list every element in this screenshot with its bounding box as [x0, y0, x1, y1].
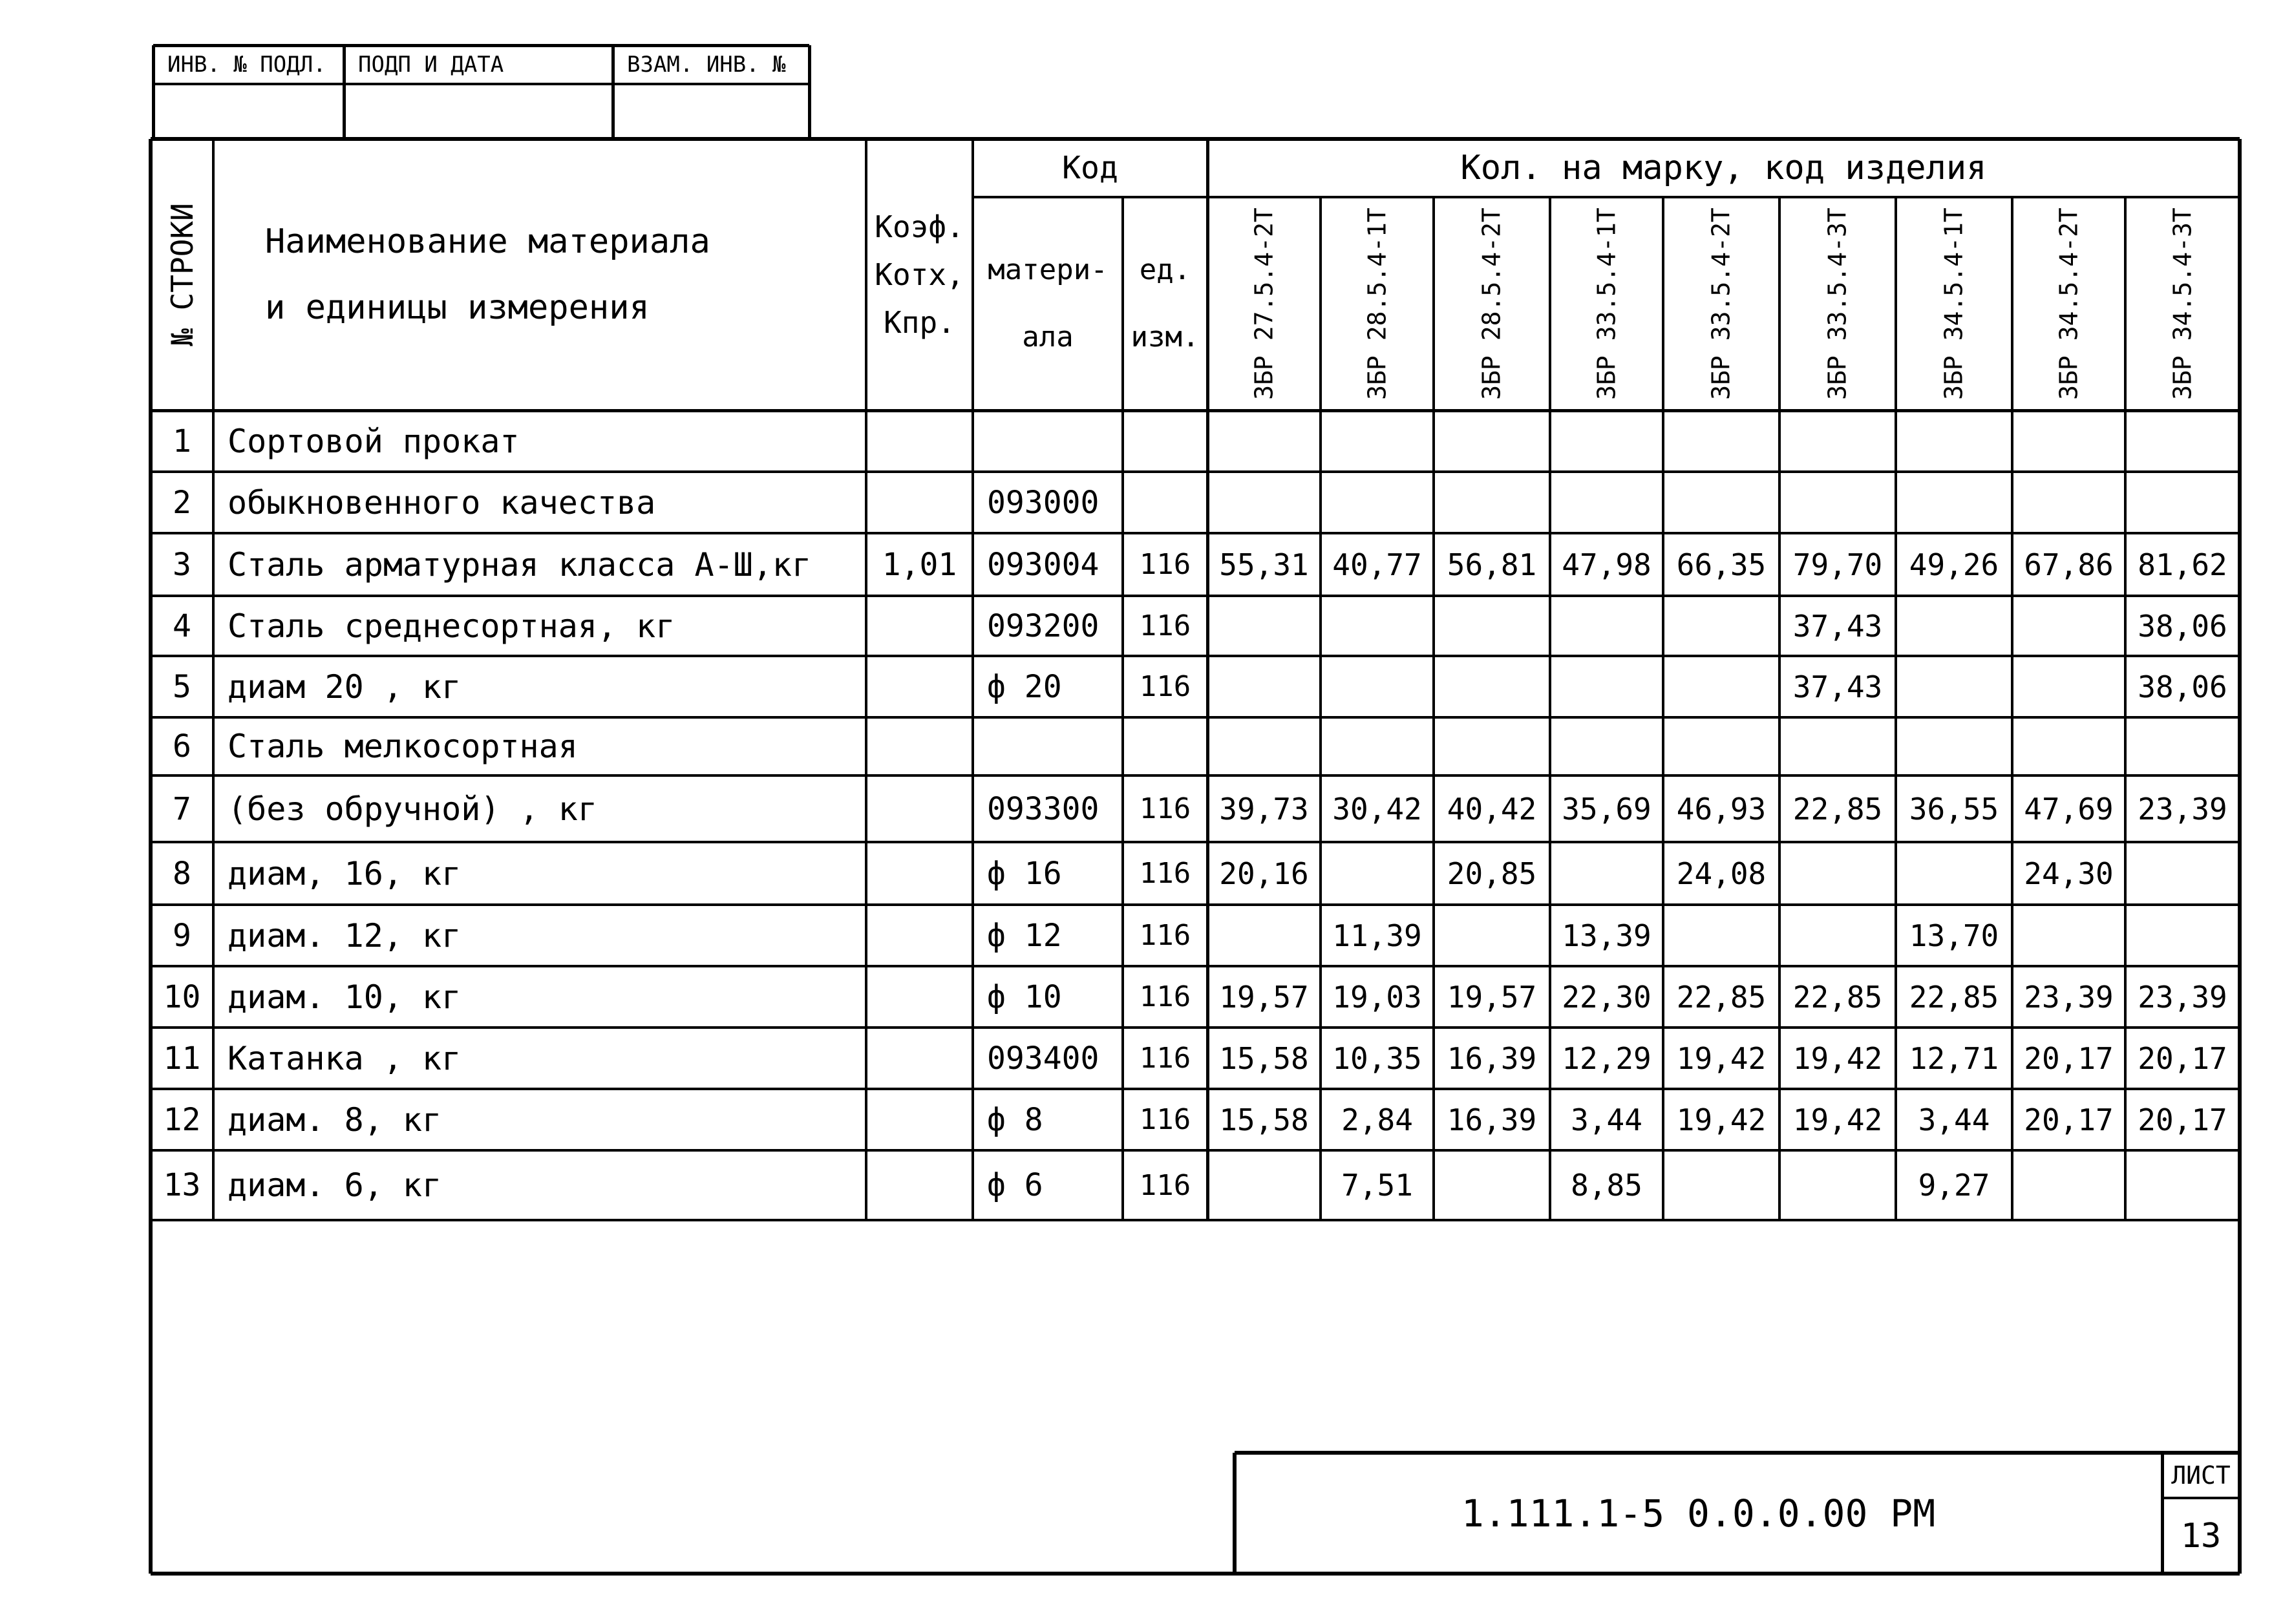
row-value: 19,42 [1792, 1102, 1883, 1137]
row-number: 12 [163, 1101, 201, 1138]
row-unit-code: 116 [1139, 792, 1191, 825]
row-name: диам. 12, кг [228, 916, 462, 954]
header-coef [866, 139, 973, 410]
row-value [2012, 1150, 2125, 1220]
row-value [1779, 472, 1896, 533]
row-unit-code: 116 [1139, 1168, 1191, 1202]
row-name: Сортовой прокат [228, 422, 520, 460]
row-value: 3,44 [1918, 1102, 1990, 1137]
row-material-code: 093004 [987, 546, 1099, 583]
row-coef [866, 472, 973, 533]
row-name: (без обручной) , кг [228, 790, 597, 828]
row-value: 20,85 [1447, 856, 1537, 891]
row-unit-code: 116 [1139, 609, 1191, 642]
row-value [2125, 472, 2240, 533]
row-value: 22,30 [1562, 979, 1651, 1015]
header-row-no [151, 139, 213, 410]
header-mark-9-text: 3БР 34.5.4-3Т [2168, 207, 2197, 400]
row-coef: 1,01 [882, 546, 957, 583]
row-coef [866, 966, 973, 1028]
stamp-header-3: ВЗАМ. ИНВ. № [627, 52, 786, 78]
row-value: 10,35 [1332, 1040, 1422, 1076]
row-value: 23,39 [2138, 979, 2227, 1015]
row-coef [866, 656, 973, 717]
row-value: 22,85 [1676, 979, 1767, 1015]
header-coef-line: Коэф. [875, 209, 964, 244]
row-value [1321, 410, 1434, 472]
row-number: 6 [173, 728, 191, 765]
row-value: 15,58 [1219, 1040, 1309, 1076]
row-unit-code: 116 [1139, 548, 1191, 581]
row-number: 2 [173, 484, 191, 521]
header-mark-3 [1434, 197, 1550, 410]
row-value [1779, 1150, 1896, 1220]
row-material-code [973, 717, 1123, 775]
row-value: 23,39 [2138, 791, 2227, 827]
header-mark-4-text: 3БР 33.5.4-1Т [1592, 207, 1621, 400]
row-material-code: ф 10 [987, 978, 1062, 1015]
row-value [1663, 596, 1779, 656]
row-value [1896, 596, 2012, 656]
row-value: 19,42 [1792, 1040, 1883, 1076]
row-name: Сталь среднесортная, кг [228, 607, 675, 645]
row-value [1207, 717, 1321, 775]
row-value [1207, 596, 1321, 656]
row-value [1663, 472, 1779, 533]
row-value [1207, 905, 1321, 966]
row-name: диам. 6, кг [228, 1166, 442, 1204]
header-row-no-text: № СТРОКИ [164, 203, 200, 346]
row-value: 22,85 [1792, 979, 1883, 1015]
row-number: 10 [163, 978, 201, 1015]
row-coef [866, 775, 973, 842]
row-value: 40,42 [1447, 791, 1537, 827]
row-unit-code: 116 [1139, 857, 1191, 890]
row-number: 8 [173, 855, 191, 892]
row-value [1207, 410, 1321, 472]
row-unit-code [1123, 410, 1207, 472]
document-designation: 1.111.1-5 0.0.0.00 РМ [1461, 1491, 1936, 1535]
row-value [1896, 472, 2012, 533]
row-value [1321, 717, 1434, 775]
row-value: 36,55 [1909, 791, 1999, 827]
row-coef [866, 717, 973, 775]
row-material-code [973, 410, 1123, 472]
row-value [1779, 717, 1896, 775]
stamp-header-2: ПОДП И ДАТА [358, 52, 504, 78]
row-value: 55,31 [1219, 547, 1309, 582]
row-number: 4 [173, 607, 191, 644]
header-marks-title: Кол. на марку, код изделия [1460, 149, 1987, 187]
header-code: Код [1062, 150, 1118, 186]
row-value [1550, 596, 1663, 656]
row-value: 38,06 [2138, 669, 2227, 704]
row-value [1434, 905, 1550, 966]
header-name-line: и единицы измерения [265, 288, 650, 327]
row-value: 81,62 [2138, 547, 2227, 582]
row-coef [866, 1150, 973, 1220]
row-value: 37,43 [1792, 669, 1883, 704]
row-value [2012, 905, 2125, 966]
row-unit-code: 116 [1139, 919, 1191, 952]
row-value: 19,57 [1447, 979, 1537, 1015]
row-value [1550, 842, 1663, 905]
row-value: 24,08 [1676, 856, 1767, 891]
row-material-code: ф 8 [987, 1101, 1043, 1138]
row-coef [866, 905, 973, 966]
header-mark-5-text: 3БР 33.5.4-2Т [1707, 207, 1736, 400]
row-value: 19,03 [1332, 979, 1422, 1015]
row-value [2012, 596, 2125, 656]
row-number: 5 [173, 668, 191, 705]
row-name: Сталь мелкосортная [228, 728, 578, 765]
row-value: 20,17 [2024, 1040, 2114, 1076]
row-value: 79,70 [1792, 547, 1883, 582]
row-value [2125, 905, 2240, 966]
row-coef [866, 1028, 973, 1089]
row-name: диам, 16, кг [228, 854, 462, 892]
row-value [1207, 656, 1321, 717]
row-number: 13 [163, 1167, 201, 1203]
header-mark-9 [2125, 197, 2240, 410]
row-value: 40,77 [1332, 547, 1422, 582]
row-value: 13,70 [1909, 918, 1999, 953]
row-name: Катанка , кг [228, 1039, 462, 1077]
row-name: обыкновенного качества [228, 483, 656, 522]
header-code-unit-line: изм. [1131, 321, 1200, 353]
row-value [1434, 410, 1550, 472]
row-value: 12,71 [1909, 1040, 1999, 1076]
row-coef [866, 596, 973, 656]
header-code-material-line: ала [1022, 321, 1074, 353]
row-value [1779, 842, 1896, 905]
row-value: 16,39 [1447, 1102, 1537, 1137]
row-value [2012, 472, 2125, 533]
row-value [1434, 656, 1550, 717]
header-name-line: Наименование материала [265, 222, 710, 261]
row-unit-code: 116 [1139, 670, 1191, 703]
header-code-unit-line: ед. [1139, 253, 1191, 286]
row-value [1434, 1150, 1550, 1220]
row-value: 22,85 [1909, 979, 1999, 1015]
header-code-material-line: матери- [988, 253, 1108, 286]
header-mark-4 [1550, 197, 1663, 410]
row-material-code: ф 6 [987, 1167, 1043, 1203]
header-mark-3-text: 3БР 28.5.4-2Т [1478, 207, 1507, 400]
row-unit-code [1123, 472, 1207, 533]
header-mark-7-text: 3БР 34.5.4-1Т [1940, 207, 1969, 400]
row-value [1321, 472, 1434, 533]
row-value: 20,17 [2138, 1102, 2227, 1137]
header-mark-8 [2012, 197, 2125, 410]
row-value: 7,51 [1341, 1168, 1413, 1203]
row-value [1207, 1150, 1321, 1220]
row-unit-code [1123, 717, 1207, 775]
row-value: 19,42 [1676, 1040, 1767, 1076]
row-material-code: ф 12 [987, 917, 1062, 954]
row-value: 12,29 [1562, 1040, 1651, 1076]
header-mark-1 [1207, 197, 1321, 410]
stamp-header-1: ИНВ. № ПОДЛ. [167, 52, 326, 78]
row-value [1779, 410, 1896, 472]
row-value: 37,43 [1792, 608, 1883, 644]
row-material-code: 093000 [987, 484, 1099, 521]
row-value: 19,57 [1219, 979, 1309, 1015]
row-value [1321, 842, 1434, 905]
row-material-code: ф 16 [987, 855, 1062, 892]
row-value: 46,93 [1676, 791, 1767, 827]
row-unit-code: 116 [1139, 980, 1191, 1013]
header-mark-7 [1896, 197, 2012, 410]
row-value [1550, 656, 1663, 717]
header-code-material [973, 197, 1123, 410]
row-name: диам. 8, кг [228, 1101, 442, 1139]
row-value: 47,69 [2024, 791, 2114, 827]
header-mark-2 [1321, 197, 1434, 410]
row-value [2125, 717, 2240, 775]
sheet-number: 13 [2180, 1516, 2222, 1555]
row-value: 11,39 [1332, 918, 1422, 953]
header-mark-6-text: 3БР 33.5.4-3Т [1823, 207, 1853, 400]
row-material-code: ф 20 [987, 668, 1062, 705]
row-value: 38,06 [2138, 608, 2227, 644]
header-mark-2-text: 3БР 28.5.4-1Т [1363, 207, 1392, 400]
row-value [1550, 472, 1663, 533]
row-unit-code: 116 [1139, 1042, 1191, 1075]
row-value: 8,85 [1571, 1168, 1642, 1203]
row-value [1434, 596, 1550, 656]
row-value [2012, 656, 2125, 717]
header-mark-1-text: 3БР 27.5.4-2Т [1249, 207, 1279, 400]
row-material-code: 093300 [987, 790, 1099, 827]
row-value: 35,69 [1562, 791, 1651, 827]
row-value: 9,27 [1918, 1168, 1990, 1203]
row-value [1779, 905, 1896, 966]
row-number: 1 [173, 423, 191, 459]
row-value: 20,16 [1219, 856, 1309, 891]
row-value [1896, 656, 2012, 717]
header-mark-8-text: 3БР 34.5.4-2Т [2054, 207, 2083, 400]
row-value [1663, 410, 1779, 472]
row-value [1896, 842, 2012, 905]
row-value [1663, 1150, 1779, 1220]
row-value: 3,44 [1571, 1102, 1642, 1137]
header-coef-line: Кпр. [884, 305, 955, 340]
row-value: 30,42 [1332, 791, 1422, 827]
row-value: 13,39 [1562, 918, 1651, 953]
row-value [1663, 656, 1779, 717]
row-value: 22,85 [1792, 791, 1883, 827]
row-number: 11 [163, 1040, 201, 1077]
row-value [1550, 717, 1663, 775]
header-name [213, 139, 866, 410]
row-value: 15,58 [1219, 1102, 1309, 1137]
row-value: 2,84 [1341, 1102, 1413, 1137]
row-value: 66,35 [1676, 547, 1767, 582]
row-value: 19,42 [1676, 1102, 1767, 1137]
row-value [1434, 472, 1550, 533]
row-value [1663, 905, 1779, 966]
row-material-code: 093400 [987, 1040, 1099, 1077]
row-value [2125, 1150, 2240, 1220]
row-value [1321, 656, 1434, 717]
row-value [1434, 717, 1550, 775]
row-name: Сталь арматурная класса А-Ш,кг [228, 545, 812, 584]
row-value [1663, 717, 1779, 775]
row-value: 20,17 [2138, 1040, 2227, 1076]
row-value: 20,17 [2024, 1102, 2114, 1137]
header-mark-6 [1779, 197, 1896, 410]
row-value [2125, 410, 2240, 472]
row-name: диам. 10, кг [228, 978, 462, 1016]
row-number: 9 [173, 917, 191, 954]
row-value [1207, 472, 1321, 533]
row-value [1321, 596, 1434, 656]
row-value [1896, 410, 2012, 472]
row-number: 7 [173, 790, 191, 827]
row-name: диам 20 , кг [228, 668, 462, 706]
row-value [1896, 717, 2012, 775]
row-material-code: 093200 [987, 607, 1099, 644]
row-coef [866, 1089, 973, 1150]
header-coef-line: Котх, [875, 257, 964, 292]
row-coef [866, 842, 973, 905]
row-value: 49,26 [1909, 547, 1999, 582]
row-value: 24,30 [2024, 856, 2114, 891]
row-value: 16,39 [1447, 1040, 1537, 1076]
sheet-label: ЛИСТ [2171, 1461, 2231, 1490]
row-value [1550, 410, 1663, 472]
row-value [2012, 717, 2125, 775]
row-value: 56,81 [1447, 547, 1537, 582]
row-unit-code: 116 [1139, 1103, 1191, 1136]
header-mark-5 [1663, 197, 1779, 410]
row-value: 23,39 [2024, 979, 2114, 1015]
row-value: 39,73 [1219, 791, 1309, 827]
row-number: 3 [173, 546, 191, 583]
row-value: 47,98 [1562, 547, 1651, 582]
row-coef [866, 410, 973, 472]
header-code-unit [1123, 197, 1207, 410]
row-value: 67,86 [2024, 547, 2114, 582]
row-value [2012, 410, 2125, 472]
row-value [2125, 842, 2240, 905]
